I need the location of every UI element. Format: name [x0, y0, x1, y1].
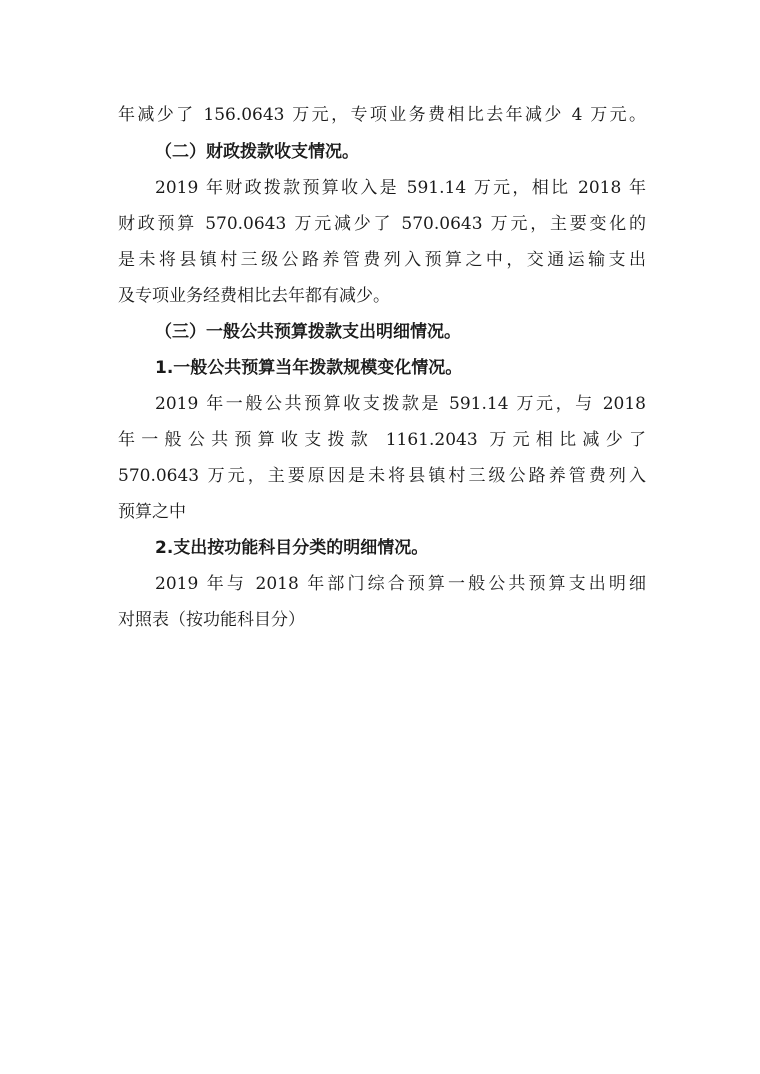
- paragraph-line: 对照表（按功能科目分）: [118, 610, 305, 630]
- paragraph-line: 2019 年财政拨款预算收入是 591.14 万元，相比 2018 年: [155, 178, 646, 198]
- section-heading-general-budget: （三）一般公共预算拨款支出明细情况。: [155, 322, 461, 342]
- paragraph-line: 2019 年与 2018 年部门综合预算一般公共预算支出明细: [155, 574, 646, 594]
- paragraph-line: 是未将县镇村三级公路养管费列入预算之中，交通运输支出: [118, 250, 646, 270]
- section-heading-fiscal-appropriation: （二）财政拨款收支情况。: [155, 142, 359, 162]
- paragraph-line: 预算之中: [118, 502, 186, 522]
- paragraph-line: 2019 年一般公共预算收支拨款是 591.14 万元，与 2018: [155, 394, 646, 414]
- subsection-heading-scale-change: 1.一般公共预算当年拨款规模变化情况。: [155, 358, 463, 378]
- subsection-heading-function-classification: 2.支出按功能科目分类的明细情况。: [155, 538, 429, 558]
- paragraph-line: 财政预算 570.0643 万元减少了 570.0643 万元，主要变化的: [118, 214, 646, 234]
- paragraph-line: 及专项业务经费相比去年都有减少。: [118, 286, 390, 306]
- paragraph-line: 570.0643 万元，主要原因是未将县镇村三级公路养管费列入: [118, 466, 646, 486]
- paragraph-line: 年减少了 156.0643 万元，专项业务费相比去年减少 4 万元。: [118, 105, 646, 125]
- paragraph-line: 年一般公共预算收支拨款 1161.2043 万元相比减少了: [118, 430, 646, 450]
